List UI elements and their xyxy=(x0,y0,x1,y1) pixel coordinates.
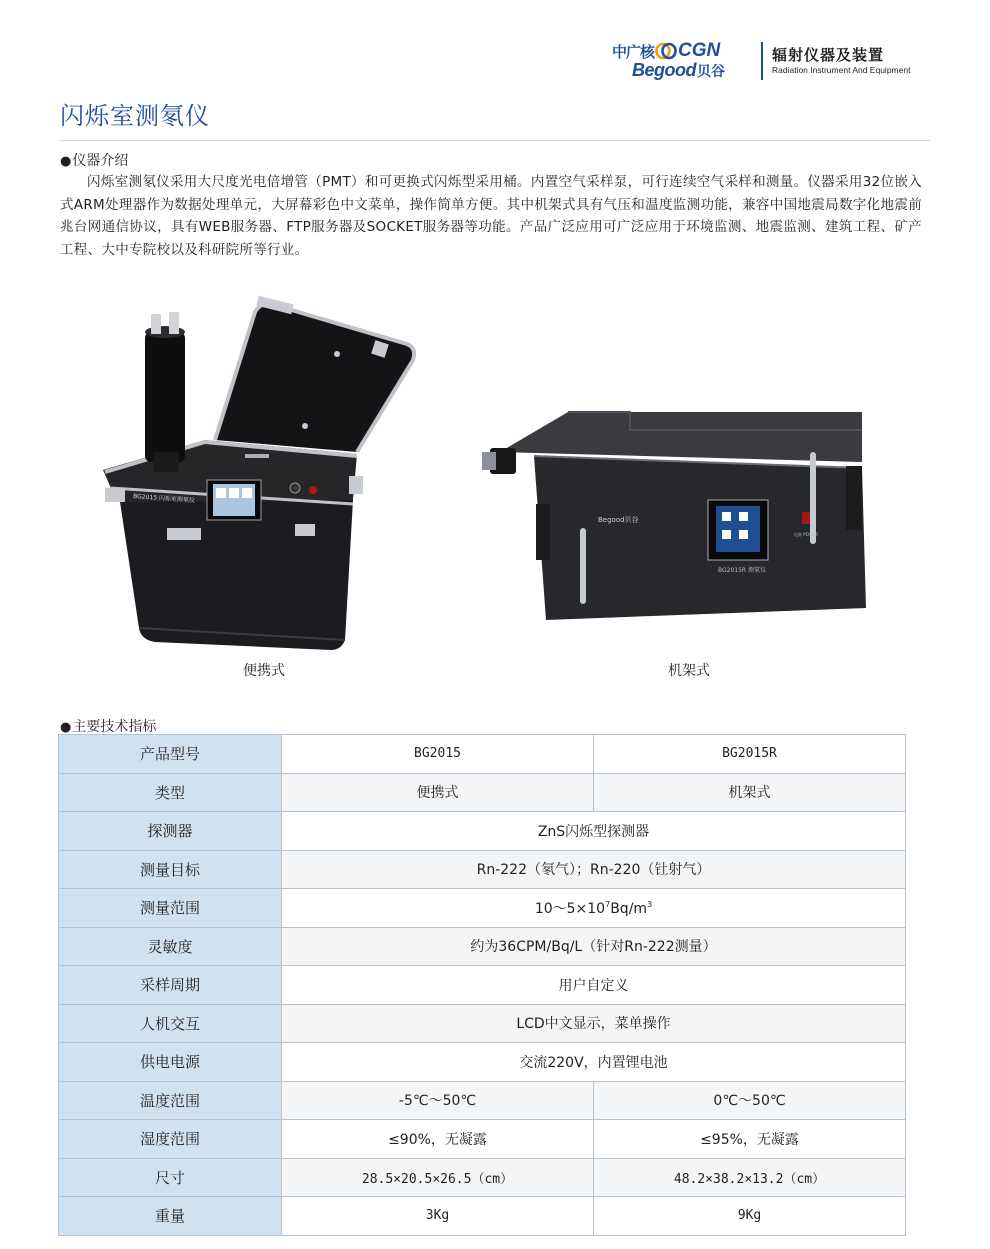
rack-power-label: 电源 POWER xyxy=(794,532,819,537)
logo-divider xyxy=(761,42,763,80)
cell-bg2015: ≤90%，无凝露 xyxy=(282,1120,594,1159)
specs-heading: ●主要技术指标 xyxy=(60,719,157,735)
row-label: 供电电源 xyxy=(59,1043,282,1082)
brand-logo xyxy=(606,36,916,84)
cell-shared: Rn-222（氡气）；Rn-220（钍射气） xyxy=(282,850,906,889)
logo-tagline-en: Radiation Instrument And Equipment xyxy=(772,65,911,75)
cell-bg2015r: 9Kg xyxy=(594,1197,906,1236)
cgn-logo xyxy=(612,40,720,62)
cell-bg2015r: BG2015R xyxy=(594,735,906,774)
table-row xyxy=(59,1004,906,1043)
row-label: 测量范围 xyxy=(59,889,282,928)
table-row xyxy=(59,812,906,851)
page-title: 闪烁室测氡仪 xyxy=(60,102,210,130)
cell-shared: 交流220V，内置锂电池 xyxy=(282,1043,906,1082)
rack-model-label: BG2015R 测氡仪 xyxy=(718,567,767,574)
row-label: 重量 xyxy=(59,1197,282,1236)
rack-caption: 机架式 xyxy=(668,663,710,679)
table-row xyxy=(59,735,906,774)
table-row xyxy=(59,1158,906,1197)
table-row xyxy=(59,850,906,889)
bullet-icon: ● xyxy=(60,154,72,169)
cell-bg2015: 便携式 xyxy=(282,773,594,812)
portable-unit-image xyxy=(95,292,425,652)
intro-paragraph: 闪烁室测氡仪采用大尺度光电倍增管（PMT）和可更换式闪烁型采用桶。内置空气采样泵，可行连续空气采样和测量。仪器采用32位嵌入式ARM处理器作为数据处理单元，大屏幕彩色中文菜单，操作简单方便。其中机架式具有气压和温度监测功能，兼容中国地震局数字化地震前兆台网通信协议，具有WEB服务器、FTP服务器及SOCKET服务器等功能。产品广泛应用可广泛应用于环境监测、地震监测、建筑工程、矿产工程、大中专院校以及科研院所等行业。 xyxy=(60,174,922,258)
table-row xyxy=(59,927,906,966)
logo-cn-text: 中广核 xyxy=(612,42,655,61)
row-label: 探测器 xyxy=(59,812,282,851)
row-label: 尺寸 xyxy=(59,1158,282,1197)
table-row xyxy=(59,1197,906,1236)
row-label: 湿度范围 xyxy=(59,1120,282,1159)
cell-bg2015r: 0℃～50℃ xyxy=(594,1081,906,1120)
bullet-icon: ● xyxy=(60,720,72,735)
logo-begood-cn-text: 贝谷 xyxy=(697,64,725,80)
table-row xyxy=(59,966,906,1005)
cell-shared: $10\sim 5\times 10^7Bq/m^3$ xyxy=(282,889,906,928)
row-label: 人机交互 xyxy=(59,1004,282,1043)
cell-shared: LCD中文显示，菜单操作 xyxy=(282,1004,906,1043)
title-divider xyxy=(60,140,930,141)
row-label: 采样周期 xyxy=(59,966,282,1005)
cell-shared: ZnS闪烁型探测器 xyxy=(282,812,906,851)
table-row xyxy=(59,1081,906,1120)
row-label: 温度范围 xyxy=(59,1081,282,1120)
spec-table xyxy=(58,734,906,1236)
cell-bg2015: BG2015 xyxy=(282,735,594,774)
cell-shared: 用户自定义 xyxy=(282,966,906,1005)
row-label: 灵敏度 xyxy=(59,927,282,966)
table-row xyxy=(59,1043,906,1082)
cell-shared: 约为36CPM/Bq/L（针对Rn-222测量） xyxy=(282,927,906,966)
cell-bg2015: -5℃～50℃ xyxy=(282,1081,594,1120)
cell-bg2015r: 机架式 xyxy=(594,773,906,812)
portable-caption: 便携式 xyxy=(243,663,285,679)
rack-unit-image xyxy=(480,408,870,620)
logo-begood-text: Begood xyxy=(632,60,696,80)
row-label: 产品型号 xyxy=(59,735,282,774)
intro-heading: ●仪器介绍 xyxy=(60,153,129,169)
cell-bg2015r: ≤95%，无凝露 xyxy=(594,1120,906,1159)
table-row xyxy=(59,1120,906,1159)
cgn-mark-icon xyxy=(655,42,677,60)
cell-bg2015: 3Kg xyxy=(282,1197,594,1236)
logo-tagline: 辐射仪器及装置 xyxy=(772,46,885,64)
cell-bg2015r: 48.2×38.2×13.2（cm） xyxy=(594,1158,906,1197)
cell-bg2015: 28.5×20.5×26.5（cm） xyxy=(282,1158,594,1197)
rack-brand-label: Begood贝谷 xyxy=(598,516,639,524)
table-row xyxy=(59,889,906,928)
begood-logo xyxy=(632,60,725,81)
row-label: 类型 xyxy=(59,773,282,812)
portable-model-label: BG2015 闪烁室测氡仪 xyxy=(132,493,196,505)
logo-cgn-text: CGN xyxy=(678,40,721,61)
table-row xyxy=(59,773,906,812)
row-label: 测量目标 xyxy=(59,850,282,889)
